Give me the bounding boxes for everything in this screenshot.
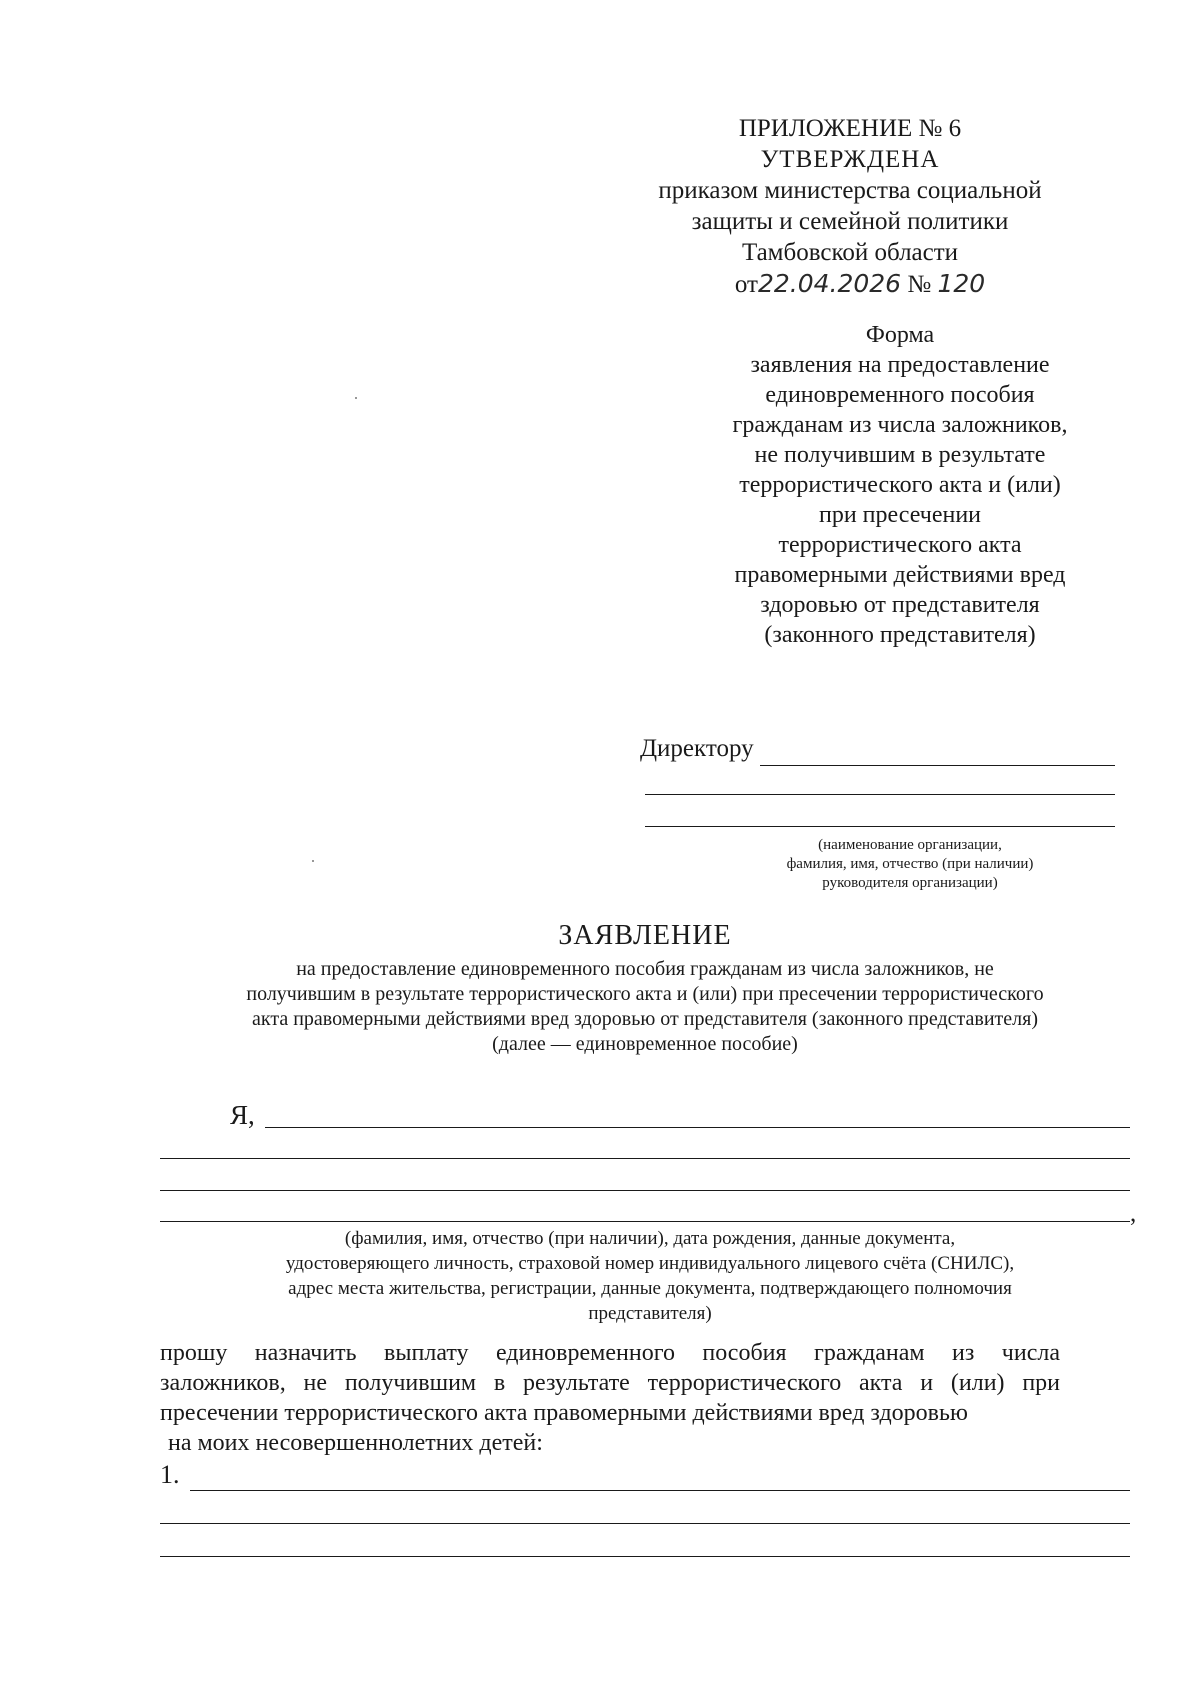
addressee-field-line-2[interactable] — [645, 794, 1115, 795]
applicant-trailing-comma: , — [1130, 1200, 1137, 1227]
addressee-caption-line: фамилия, имя, отчество (при наличии) — [786, 856, 1034, 872]
subheading-line: (далее — единовременное пособие) — [492, 1033, 798, 1055]
child-field-line-2[interactable] — [160, 1523, 1130, 1524]
applicant-field-line-1[interactable] — [265, 1127, 1130, 1128]
form-title-line: гражданам из числа заложников, — [732, 412, 1068, 438]
statement-heading: ЗАЯВЛЕНИЕ — [558, 920, 732, 951]
form-title-line: террористического акта — [778, 532, 1022, 558]
request-line: заложников, не получившим в результате террористического акта и (или) при — [160, 1370, 1060, 1396]
form-title-line: правомерными действиями вред — [734, 562, 1066, 588]
addressee-caption-line: руководителя организации) — [822, 875, 998, 891]
form-title-line: не получившим в результате — [754, 442, 1046, 468]
subheading-line: получившим в результате террористического акта и (или) при пресечении террористического — [246, 983, 1044, 1005]
form-title-line: террористического акта и (или) — [739, 472, 1061, 498]
applicant-caption — [150, 1226, 1150, 1326]
request-text — [160, 1338, 1060, 1458]
applicant-field-line-4[interactable] — [160, 1221, 1130, 1222]
appendix-number: ПРИЛОЖЕНИЕ № 6 — [738, 115, 962, 142]
request-line: пресечении террористического акта правомерными действиями вред здоровью — [160, 1400, 968, 1426]
scan-speck — [312, 860, 314, 862]
addressee-label: Директору — [640, 735, 754, 762]
applicant-caption-line: представителя) — [588, 1303, 712, 1324]
approval-line-3: Тамбовской области — [741, 239, 959, 266]
form-title — [640, 320, 1160, 650]
applicant-field-line-3[interactable] — [160, 1190, 1130, 1191]
form-title-line: здоровью от представителя — [760, 592, 1040, 618]
child-field-line-3[interactable] — [160, 1556, 1130, 1557]
handwritten-number: 120 — [937, 269, 986, 298]
form-title-line: (законного представителя) — [764, 622, 1036, 648]
subheading-line: на предоставление единовременного пособия гражданам из числа заложников, не — [296, 958, 994, 980]
applicant-label: Я, — [230, 1100, 255, 1130]
subheading-line: акта правомерными действиями вред здоровью от представителя (законного представителя) — [252, 1008, 1038, 1030]
approval-line-2: защиты и семейной политики — [691, 208, 1009, 235]
approval-block — [600, 113, 1100, 300]
child-field-line-1[interactable] — [190, 1490, 1130, 1491]
applicant-field-line-2[interactable] — [160, 1158, 1130, 1159]
number-prefix: № — [907, 271, 932, 298]
statement-subheading — [145, 957, 1145, 1057]
approval-date-line — [600, 268, 1100, 300]
form-title-line: Форма — [865, 322, 935, 348]
applicant-caption-line: (фамилия, имя, отчество (при наличии), дата рождения, данные документа, — [344, 1228, 956, 1249]
handwritten-date: 22.04.2026 — [757, 269, 902, 298]
approval-line-1: приказом министерства социальной — [658, 177, 1042, 204]
scan-speck — [355, 397, 357, 399]
addressee-caption — [720, 836, 1100, 893]
child-item-number: 1. — [160, 1460, 180, 1489]
applicant-caption-line: адрес места жительства, регистрации, данные документа, подтверждающего полномочия — [288, 1278, 1012, 1299]
form-title-line: при пресечении — [818, 502, 982, 528]
form-title-line: заявления на предоставление — [750, 352, 1050, 378]
addressee-field-line-3[interactable] — [645, 826, 1115, 827]
form-title-line: единовременного пособия — [765, 382, 1035, 408]
applicant-caption-line: удостоверяющего личность, страховой номер индивидуального лицевого счёта (СНИЛС), — [285, 1253, 1015, 1274]
addressee-caption-line: (наименование организации, — [818, 837, 1002, 853]
request-last-line: на моих несовершеннолетних детей: — [168, 1430, 543, 1456]
date-prefix: от — [734, 271, 758, 298]
request-line: прошу назначить выплату единовременного пособия гражданам из числа — [160, 1340, 1060, 1366]
addressee-field-line-1[interactable] — [760, 765, 1115, 766]
approved-label: УТВЕРЖДЕНА — [760, 146, 940, 173]
